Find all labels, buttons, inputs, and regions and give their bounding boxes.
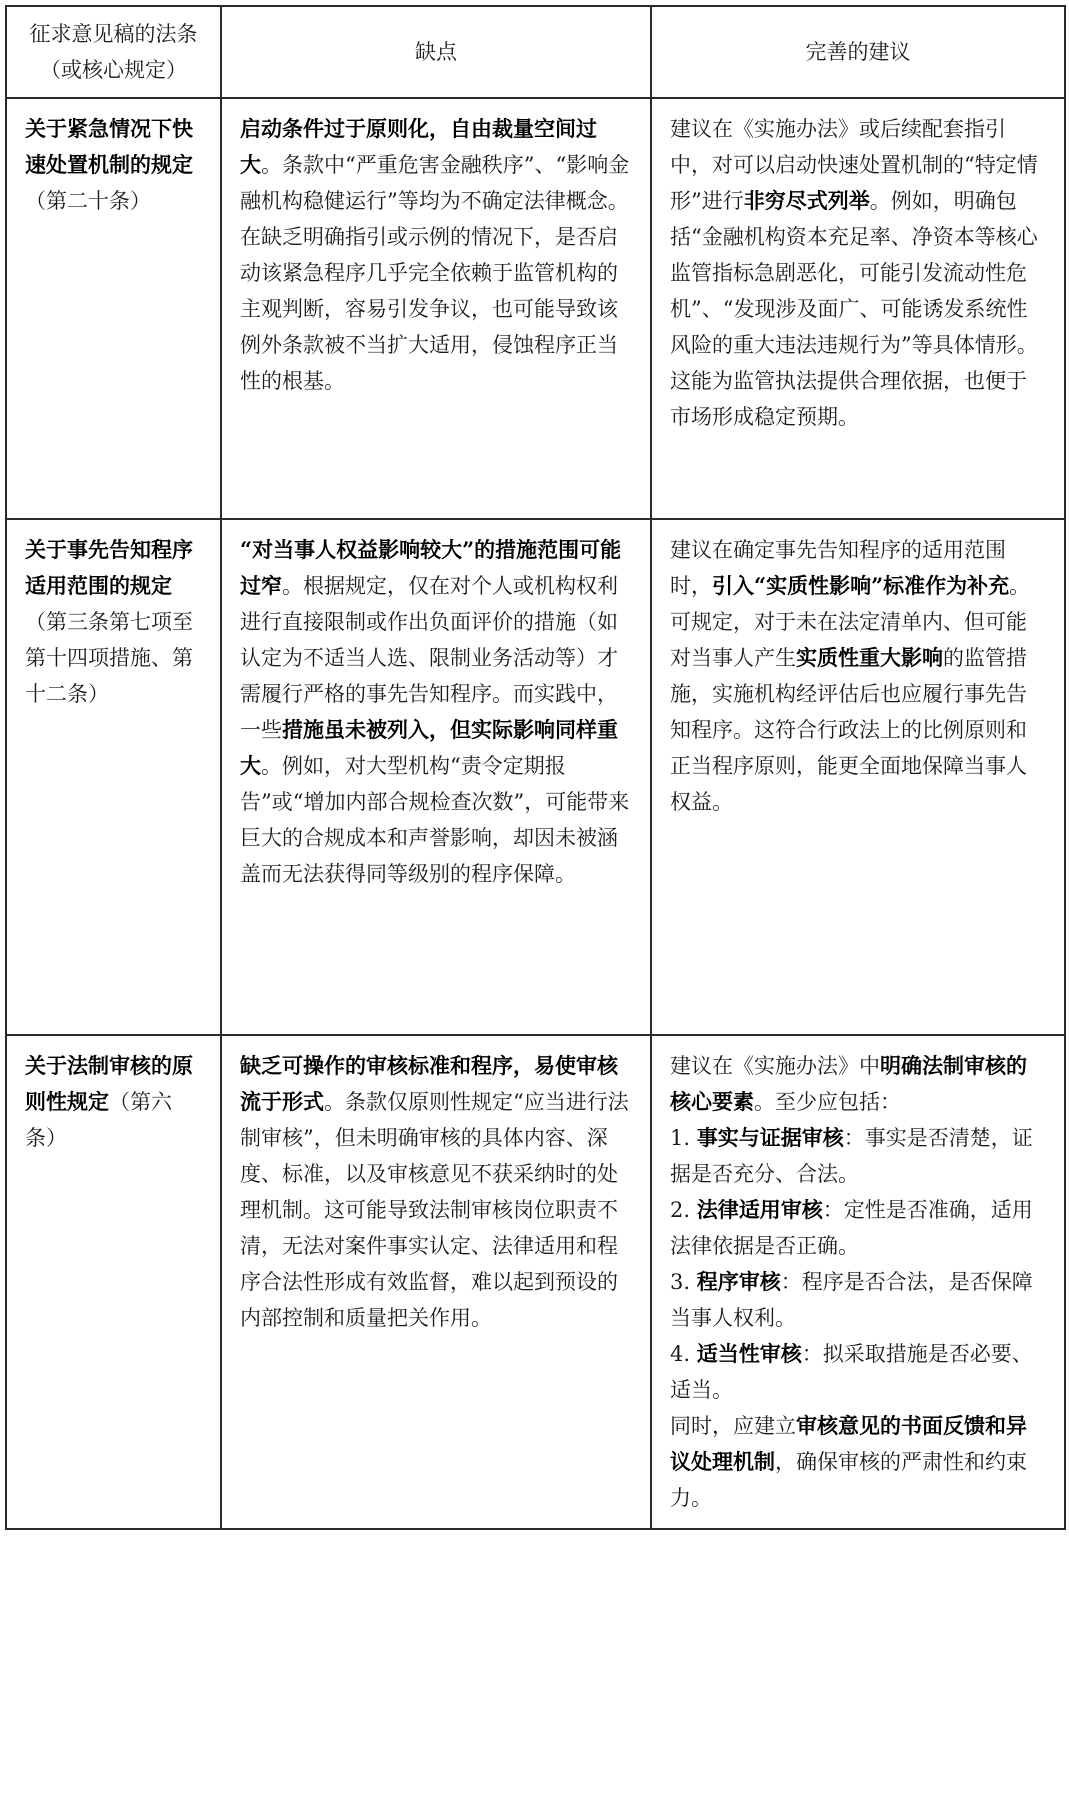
suggestion-text: ，确保审核的严肃性和约束力。 xyxy=(670,1450,1027,1510)
suggestion-cell xyxy=(651,98,1065,519)
table-row xyxy=(6,519,1065,1035)
suggestion-text: 建议在确定事先告知程序的适用范围时， xyxy=(670,538,1006,598)
list-item xyxy=(670,1264,1046,1336)
suggestion-text: 。例如，明确包括“金融机构资本充足率、净资本等核心监管指标急剧恶化，可能引发流动性危机”、“发现涉及面广、可能诱发系统性风险的重大违法违规行为”等具体情形。这能为监管执法提供合理依据，也便于市场形成稳定预期。 xyxy=(670,189,1038,429)
suggestion-highlight: 非穷尽式列举 xyxy=(743,188,870,213)
list-item xyxy=(670,1336,1046,1408)
defect-detail: 。条款中“严重危害金融秩序”、“影响金融机构稳健运行”等均为不确定法律概念。在缺乏明确指引或示例的情况下，是否启动该紧急程序几乎完全依赖于监管机构的主观判断，容易引发争议，也可能导致该例外条款被不当扩大适用，侵蚀程序正当性的根基。 xyxy=(240,153,630,393)
provision-article: （第二十条） xyxy=(25,189,151,213)
defect-detail: 。根据规定，仅在对个人或机构权利进行直接限制或作出负面评价的措施（如认定为不适当人选、限制业务活动等）才需履行严格的事先告知程序。而实践中，一些 xyxy=(240,574,618,742)
list-item-text: ：程序是否合法，是否保障当事人权利。 xyxy=(670,1270,1033,1330)
defect-cell xyxy=(221,519,651,1035)
provision-title: 关于事先告知程序适用范围的规定 xyxy=(25,537,193,598)
provision-cell xyxy=(6,519,221,1035)
suggestion-text: 。可规定，对于未在法定清单内、但可能对当事人产生 xyxy=(670,574,1031,670)
provision-article: （第三条第七项至第十四项措施、第十二条） xyxy=(25,610,193,706)
list-item-title: 适当性审核 xyxy=(696,1341,802,1366)
suggestion-text: 。至少应包括： xyxy=(754,1090,901,1114)
comparison-table xyxy=(5,5,1066,1530)
provision-title: 关于法制审核的原则性规定 xyxy=(25,1053,193,1114)
suggestion-cell xyxy=(651,519,1065,1035)
suggestion-text: 的监管措施，实施机构经评估后也应履行事先告知程序。这符合行政法上的比例原则和正当程序原则，能更全面地保障当事人权益。 xyxy=(670,646,1027,814)
table-row xyxy=(6,98,1065,519)
list-number: 3. xyxy=(670,1270,697,1294)
defect-summary: 缺乏可操作的审核标准和程序，易使审核流于形式 xyxy=(240,1053,618,1114)
list-number: 1. xyxy=(670,1126,697,1150)
header-provision: 征求意见稿的法条（或核心规定） xyxy=(6,6,221,98)
list-item-text: ：事实是否清楚，证据是否充分、合法。 xyxy=(670,1126,1033,1186)
suggestion-text: 建议在《实施办法》中 xyxy=(670,1054,880,1078)
provision-cell xyxy=(6,98,221,519)
list-number: 4. xyxy=(670,1342,697,1366)
list-number: 2. xyxy=(670,1198,697,1222)
suggestion-highlight: 审核意见的书面反馈和异议处理机制 xyxy=(670,1413,1027,1474)
suggestion-highlight: 明确法制审核的核心要素 xyxy=(670,1053,1027,1114)
header-suggestions: 完善的建议 xyxy=(651,6,1065,98)
suggestion-highlight: 引入“实质性影响”标准作为补充 xyxy=(712,573,1010,598)
list-item xyxy=(670,1120,1046,1192)
defect-summary: “对当事人权益影响较大”的措施范围可能过窄 xyxy=(240,537,622,598)
suggestion-cell xyxy=(651,1035,1065,1529)
suggestion-text: 建议在《实施办法》或后续配套指引中，对可以启动快速处置机制的“特定情形”进行 xyxy=(670,117,1038,213)
defect-detail: 。条款仅原则性规定“应当进行法制审核”，但未明确审核的具体内容、深度、标准，以及审核意见不获采纳时的处理机制。这可能导致法制审核岗位职责不清，无法对案件事实认定、法律适用和程序合法性形成有效监督，难以起到预设的内部控制和质量把关作用。 xyxy=(240,1090,629,1330)
header-row xyxy=(6,6,1065,98)
suggestion-highlight: 实质性重大影响 xyxy=(796,645,943,670)
defect-cell xyxy=(221,1035,651,1529)
list-item-title: 程序审核 xyxy=(696,1269,781,1294)
table-row xyxy=(6,1035,1065,1529)
suggestion-text: 同时，应建立 xyxy=(670,1414,796,1438)
provision-title: 关于紧急情况下快速处置机制的规定 xyxy=(25,116,193,177)
list-item-text: ：拟采取措施是否必要、适当。 xyxy=(670,1342,1033,1402)
list-item-text: ：定性是否准确，适用法律依据是否正确。 xyxy=(670,1198,1033,1258)
list-item-title: 事实与证据审核 xyxy=(696,1125,844,1150)
list-item-title: 法律适用审核 xyxy=(696,1197,823,1222)
defect-highlight: 措施虽未被列入，但实际影响同样重大 xyxy=(240,717,618,778)
defect-detail: 。例如，对大型机构“责令定期报告”或“增加内部合规检查次数”，可能带来巨大的合规成本和声誉影响，却因未被涵盖而无法获得同等级别的程序保障。 xyxy=(240,754,630,886)
header-defects: 缺点 xyxy=(221,6,651,98)
provision-article: （第六条） xyxy=(25,1090,172,1150)
list-item xyxy=(670,1192,1046,1264)
defect-cell xyxy=(221,98,651,519)
provision-cell xyxy=(6,1035,221,1529)
defect-summary: 启动条件过于原则化，自由裁量空间过大 xyxy=(240,116,597,177)
